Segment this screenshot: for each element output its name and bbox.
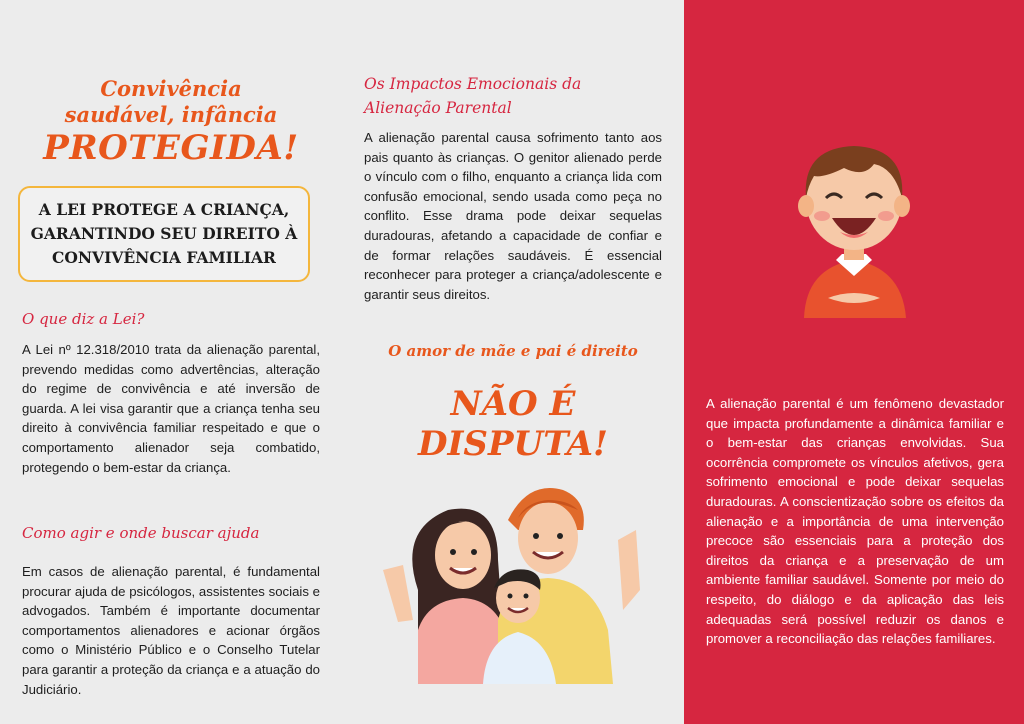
hero-subtitle [20, 76, 322, 128]
section-text-lei: A Lei nº 12.318/2010 trata da alienação parental, prevendo medidas como advertências, alteração do regime de convivência e até inversão de guarda. A lei visa garantir que a criança tenha seu direito à convivência familiar respeitado e que o comportamento alienador seja combatido, protegendo o bem-estar da criança. [22, 342, 320, 475]
section-text-impactos: A alienação parental causa sofrimento tanto aos pais quanto às crianças. O genitor alienado perde o vínculo com o filho, enquanto a criança lida com confusão emocional, sendo usada como peça no conflito. Esse drama pode deixar sequelas duradouras, afetando a capacidade de confiar e de formar relações saudáveis. É essencial reconhecer para proteger a criança/adolescente e garantir seus direitos. [364, 130, 662, 302]
hero-line-1: Convivência [100, 76, 242, 101]
section-heading-impactos [364, 72, 664, 120]
smiling-child-illustration [784, 128, 924, 318]
right-column-text: A alienação parental é um fenômeno devastador que impacta profundamente a dinâmica familiar e o bem-estar das crianças envolvidas. Sua ocorrência compromete os vínculos afetivos, gera sofrimento emocional e pode deixar sequelas duradouras. A conscientização sobre os efeitos da alienação e a importância de uma intervenção precoce são essenciais para a proteção dos direitos da criança e a preservação de um ambiente familiar saudável. Somente por meio do respeito, do diálogo e da aplicação das leis adequadas será possível reduzir os danos e promover a reconciliação das relações familiares. [706, 396, 1004, 647]
hero-line-2: saudável, infância [64, 102, 278, 127]
impacts-heading-line-1: Os Impactos Emocionais da [364, 75, 582, 93]
nao-line-1: NÃO É [450, 384, 576, 424]
section-heading-lei: O que diz a Lei? [22, 310, 145, 328]
nao-line-2: DISPUTA! [418, 424, 608, 464]
section-heading-ajuda: Como agir e onde buscar ajuda [22, 524, 260, 542]
nao-e-disputa-title [342, 384, 684, 464]
left-column [0, 0, 342, 724]
family-illustration [378, 470, 648, 684]
hero-title: PROTEGIDA! [43, 128, 299, 168]
love-heading: O amor de mãe e pai é direito [388, 342, 638, 360]
impacts-heading-line-2: Alienação Parental [364, 99, 512, 117]
law-highlight-box: A LEI PROTEGE A CRIANÇA, GARANTINDO SEU DIREITO À CONVIVÊNCIA FAMILIAR [18, 186, 310, 282]
right-column [684, 0, 1024, 724]
section-text-ajuda: Em casos de alienação parental, é fundamental procurar ajuda de psicólogos, assistentes sociais e advogados. Também é importante documentar comportamentos alienadores e acionar órgãos como o Ministério Público e o Conselho Tutelar para garantir a proteção da criança e a atuação do Judiciário. [22, 564, 320, 697]
middle-column [342, 0, 684, 724]
